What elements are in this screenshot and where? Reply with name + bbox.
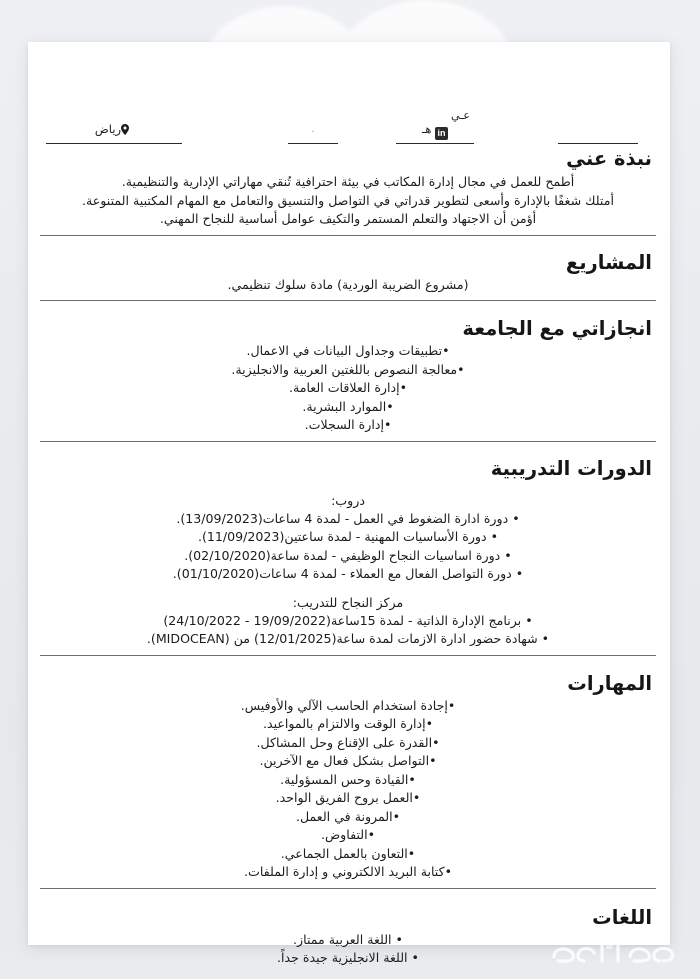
languages-list bbox=[40, 931, 656, 968]
contact-email-above-text: عـي bbox=[451, 109, 470, 122]
section-courses bbox=[40, 446, 656, 656]
contact-email-text: هـ bbox=[421, 122, 432, 136]
section-languages bbox=[40, 893, 656, 968]
section-university bbox=[40, 305, 656, 442]
list-item: •إدارة السجلات. bbox=[304, 417, 392, 432]
linkedin-icon[interactable]: in bbox=[435, 127, 448, 140]
section-divider bbox=[40, 888, 656, 889]
section-about bbox=[40, 144, 656, 236]
spacer bbox=[40, 482, 656, 491]
contact-location-rule bbox=[46, 143, 182, 144]
list-item: •إدارة الوقت والالتزام بالمواعيد. bbox=[263, 716, 433, 731]
list-item: •إدارة العلاقات العامة. bbox=[288, 380, 408, 395]
list-item: • شهادة حضور ادارة الازمات لمدة ساعة(12/01/2025) من (MIDOCEAN). bbox=[146, 631, 550, 646]
list-item: • دورة الأساسيات المهنية - لمدة ساعتين(11/09/2023). bbox=[197, 529, 499, 544]
list-item: •التعاون بالعمل الجماعي. bbox=[280, 845, 416, 861]
section-about-body bbox=[40, 173, 656, 229]
section-languages-body bbox=[40, 931, 656, 968]
list-item: •معالجة النصوص باللغتين العربية والانجليزية. bbox=[231, 361, 465, 377]
courses-list-najah bbox=[40, 612, 656, 649]
section-university-heading: انجازاتي مع الجامعة bbox=[462, 317, 652, 340]
section-skills-body bbox=[40, 697, 656, 882]
list-item: •كتابة البريد الالكتروني و إدارة الملفات. bbox=[243, 864, 453, 879]
list-item: •الموارد البشرية. bbox=[302, 398, 394, 414]
cv-page bbox=[28, 42, 670, 965]
section-divider bbox=[40, 300, 656, 301]
courses-group-label: دروب: bbox=[331, 492, 365, 508]
contact-name-rule bbox=[558, 143, 638, 144]
list-item: • دورة ادارة الضغوط في العمل - لمدة 4 ساعات(13/09/2023). bbox=[176, 510, 520, 526]
contact-row bbox=[40, 42, 656, 144]
about-line: أطمح للعمل في مجال إدارة المكاتب في بيئة احترافية تُنقي مهاراتي الإدارية والتنظيمية. bbox=[121, 174, 575, 189]
section-courses-body bbox=[40, 482, 656, 649]
project-item: (مشروع الضريبة الوردية) مادة سلوك تنظيمي. bbox=[227, 276, 469, 292]
list-item: • اللغة العربية ممتاز. bbox=[293, 931, 403, 947]
section-divider bbox=[40, 441, 656, 442]
contact-name[interactable] bbox=[558, 122, 638, 144]
section-projects bbox=[40, 240, 656, 302]
list-item: •العمل بروح الفريق الواحد. bbox=[275, 790, 421, 805]
about-line: أؤمن أن الاجتهاد والتعلم المستمر والتكيف عوامل أساسية للنجاح المهني. bbox=[159, 211, 537, 226]
spacer bbox=[40, 584, 656, 593]
list-item: • برنامج الإدارة الذاتية - لمدة 15ساعة(19/09/2022 - 24/10/2022) bbox=[163, 612, 533, 628]
section-university-body bbox=[40, 342, 656, 435]
list-item: •القدرة على الإقناع وحل المشاكل. bbox=[256, 734, 440, 750]
contact-phone-text: . bbox=[311, 124, 315, 135]
section-languages-heading: اللغات bbox=[592, 905, 652, 929]
skills-list bbox=[40, 697, 656, 882]
list-item: •التفاوض. bbox=[320, 827, 376, 842]
courses-list-doroob bbox=[40, 510, 656, 584]
section-divider bbox=[40, 655, 656, 656]
map-pin-icon bbox=[121, 124, 129, 139]
section-courses-heading: الدورات التدريبية bbox=[490, 456, 652, 480]
list-item: • دورة التواصل الفعال مع العملاء - لمدة 4 ساعات(01/10/2020). bbox=[172, 566, 524, 581]
list-item: • اللغة الانجليزية جيدة جداً. bbox=[277, 950, 419, 965]
contact-location[interactable] bbox=[46, 122, 182, 144]
contact-phone-rule bbox=[288, 143, 338, 144]
list-item: • دورة اساسيات النجاح الوظيفي - لمدة ساعة(02/10/2020). bbox=[184, 547, 512, 563]
contact-email[interactable] bbox=[396, 109, 474, 144]
contact-email-rule bbox=[396, 143, 474, 144]
contact-phone[interactable] bbox=[288, 122, 338, 144]
list-item: •المرونة في العمل. bbox=[295, 808, 401, 824]
section-skills-heading: المهارات bbox=[567, 671, 652, 695]
section-about-heading: نبذة عني bbox=[566, 147, 652, 170]
list-item: •تطبيقات وجداول البيانات في الاعمال. bbox=[246, 343, 450, 358]
about-line: أمتلك شغفًا بالإدارة وأسعى لتطوير قدراتي في التواصل والتنسيق والتعامل مع المهام المكتبية المتنوعة. bbox=[82, 192, 614, 208]
list-item: •القيادة وحس المسؤولية. bbox=[280, 771, 416, 787]
section-projects-body bbox=[40, 276, 656, 295]
section-skills bbox=[40, 660, 656, 889]
section-divider bbox=[40, 235, 656, 236]
contact-location-text: رياض bbox=[94, 122, 122, 136]
section-projects-heading: المشاريع bbox=[565, 250, 652, 274]
list-item: •إجادة استخدام الحاسب الآلي والأوفيس. bbox=[240, 697, 456, 713]
courses-group-label: مركز النجاح للتدريب: bbox=[292, 594, 404, 610]
university-list bbox=[40, 342, 656, 435]
list-item: •التواصل بشكل فعال مع الآخرين. bbox=[259, 753, 437, 768]
